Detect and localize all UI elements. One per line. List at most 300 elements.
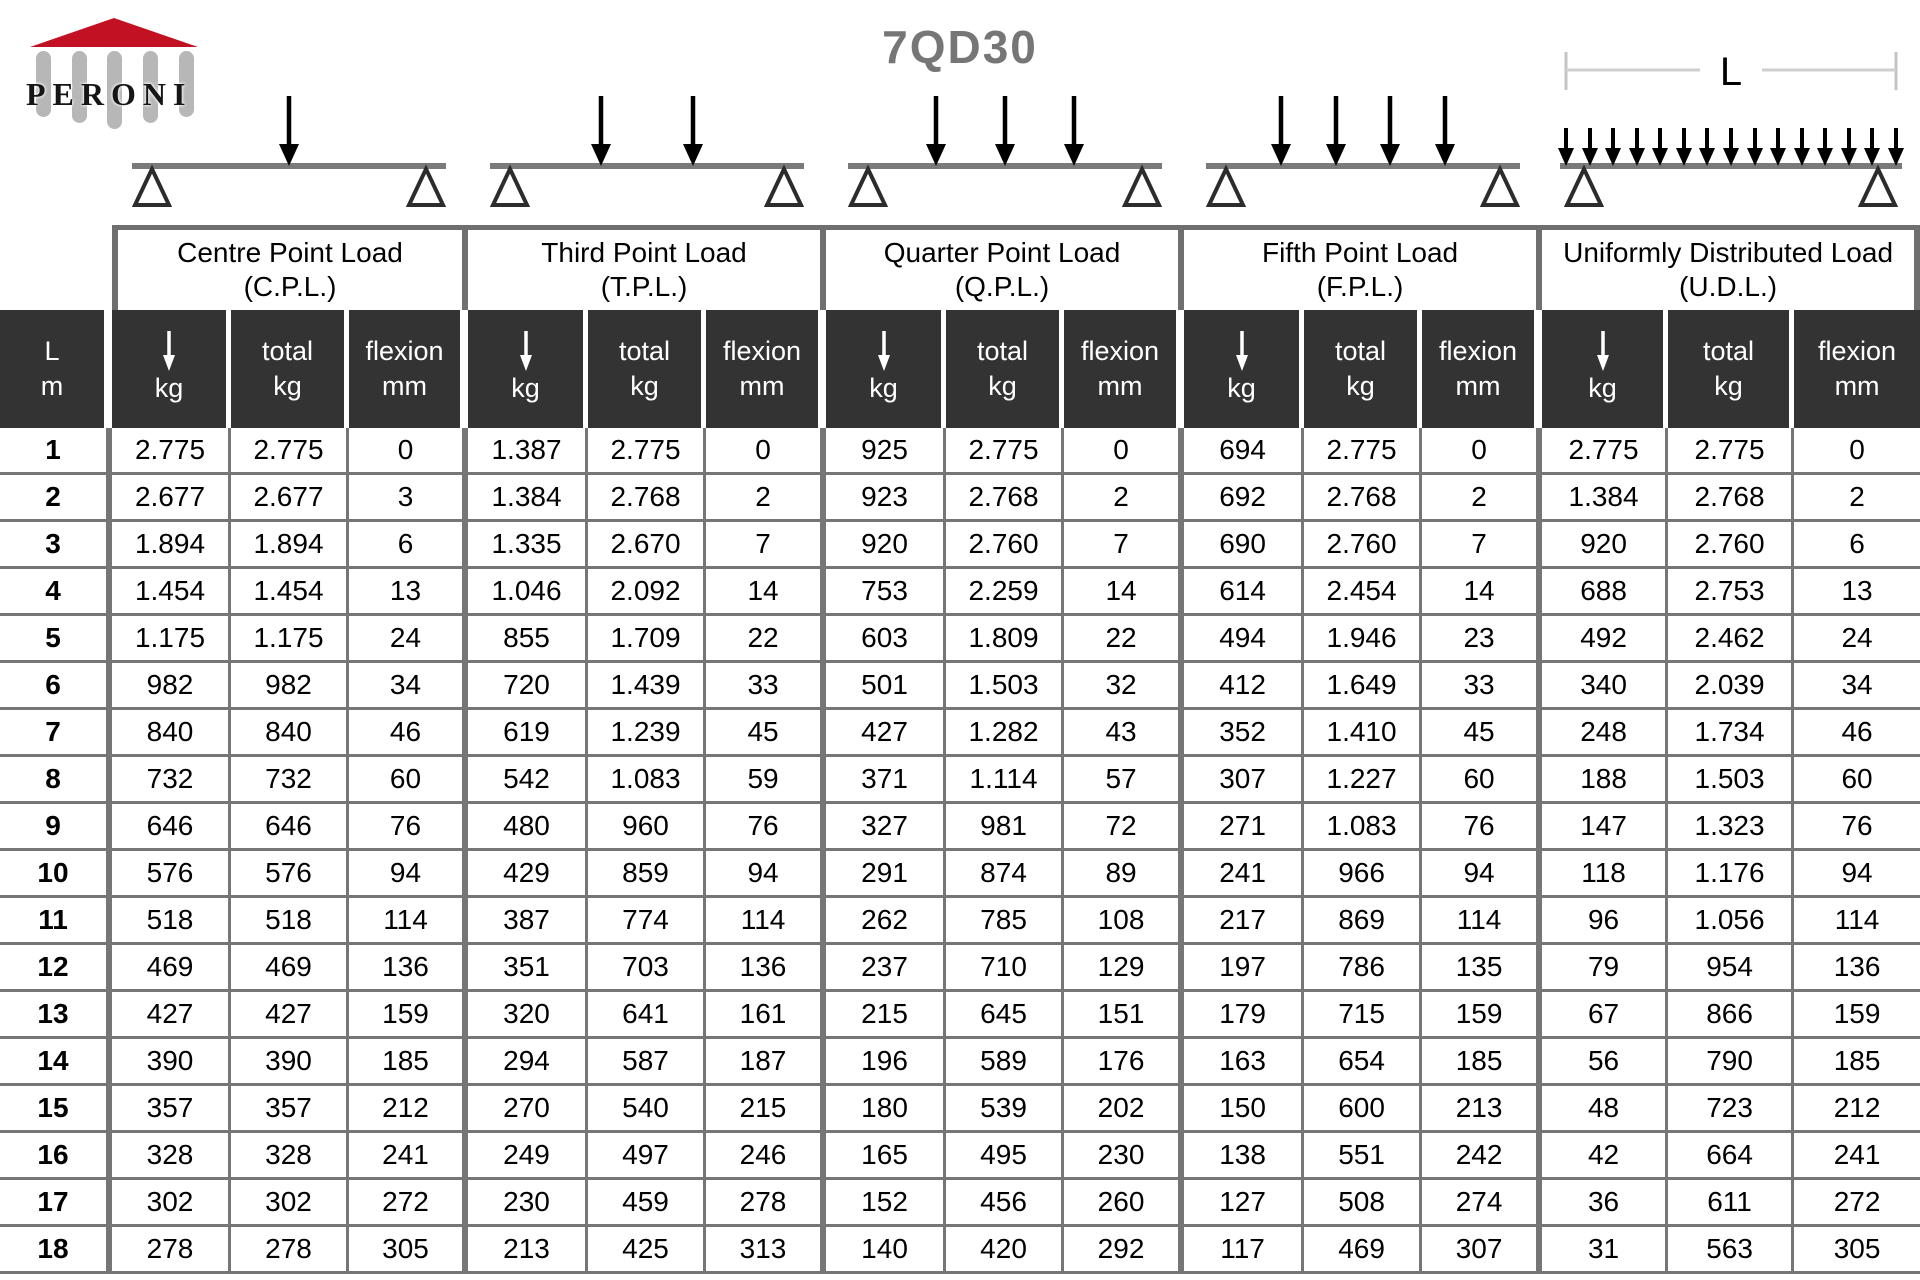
table-row (0, 616, 1920, 663)
value-cell: 459 (588, 1180, 706, 1227)
value-cell: 60 (1422, 757, 1542, 804)
value-cell: 456 (946, 1180, 1064, 1227)
value-cell: 94 (1422, 851, 1542, 898)
value-cell: 2.775 (1304, 428, 1422, 475)
value-cell: 874 (946, 851, 1064, 898)
table-row (0, 663, 1920, 710)
span-dimension-label: L (1719, 50, 1743, 94)
value-cell: 954 (1668, 945, 1794, 992)
value-cell: 185 (1794, 1039, 1920, 1086)
value-cell: 664 (1668, 1133, 1794, 1180)
value-cell: 2.092 (588, 569, 706, 616)
value-cell: 114 (706, 898, 826, 945)
row-length: 2 (0, 475, 112, 522)
row-length: 6 (0, 663, 112, 710)
value-cell: 646 (112, 804, 231, 851)
value-cell: 230 (1064, 1133, 1184, 1180)
value-cell: 1.083 (1304, 804, 1422, 851)
row-length: 12 (0, 945, 112, 992)
value-cell: 43 (1064, 710, 1184, 757)
value-cell: 1.894 (231, 522, 349, 569)
value-cell: 94 (349, 851, 468, 898)
table-row (0, 992, 1920, 1039)
value-cell: 427 (112, 992, 231, 1039)
value-cell: 690 (1184, 522, 1304, 569)
logo-wordmark: PERONI (26, 76, 193, 112)
group-header-row (0, 225, 1920, 310)
value-cell: 387 (468, 898, 588, 945)
value-cell: 551 (1304, 1133, 1422, 1180)
value-cell: 2.775 (231, 428, 349, 475)
value-cell: 14 (706, 569, 826, 616)
value-cell: 147 (1542, 804, 1668, 851)
value-cell: 0 (706, 428, 826, 475)
value-cell: 1.649 (1304, 663, 1422, 710)
value-cell: 151 (1064, 992, 1184, 1039)
page-title: 7QD30 (882, 21, 1038, 73)
value-cell: 720 (468, 663, 588, 710)
value-cell: 840 (112, 710, 231, 757)
value-cell: 56 (1542, 1039, 1668, 1086)
value-cell: 539 (946, 1086, 1064, 1133)
value-cell: 352 (1184, 710, 1304, 757)
value-cell: 129 (1064, 945, 1184, 992)
group-abbr: (F.P.L.) (1316, 271, 1404, 302)
value-cell: 305 (349, 1227, 468, 1274)
value-cell: 492 (1542, 616, 1668, 663)
value-cell: 230 (468, 1180, 588, 1227)
value-cell: 866 (1668, 992, 1794, 1039)
value-cell: 960 (588, 804, 706, 851)
value-cell: 1.056 (1668, 898, 1794, 945)
table-row (0, 710, 1920, 757)
table-row (0, 898, 1920, 945)
table-row (0, 522, 1920, 569)
table-row (0, 1086, 1920, 1133)
value-cell: 619 (468, 710, 588, 757)
value-cell: 542 (468, 757, 588, 804)
support-triangle-icon (1209, 169, 1243, 205)
third-point-load-diagram (490, 96, 804, 205)
value-cell: 1.734 (1668, 710, 1794, 757)
value-cell: 76 (706, 804, 826, 851)
col-header-flexion: flexion mm (1064, 310, 1184, 428)
group-title: Centre Point Load (177, 237, 403, 269)
down-arrow-icon (995, 96, 1015, 166)
value-cell: 161 (706, 992, 826, 1039)
value-cell: 179 (1184, 992, 1304, 1039)
value-cell: 1.439 (588, 663, 706, 710)
value-cell: 1.384 (1542, 475, 1668, 522)
value-cell: 1.946 (1304, 616, 1422, 663)
value-cell: 723 (1668, 1086, 1794, 1133)
col-header-total: total kg (1304, 310, 1422, 428)
value-cell: 2.760 (946, 522, 1064, 569)
col-header-load: kg (468, 310, 588, 428)
load-table (0, 225, 1920, 1274)
group-abbr: (Q.P.L.) (954, 271, 1050, 302)
value-cell: 241 (1184, 851, 1304, 898)
sub-header-row (0, 310, 1920, 428)
support-triangle-icon (1567, 169, 1601, 205)
value-cell: 611 (1668, 1180, 1794, 1227)
down-arrow-icon (1184, 331, 1299, 371)
quarter-point-load-diagram (848, 96, 1162, 205)
length-column-header: L m (0, 310, 112, 428)
table-row (0, 1227, 1920, 1274)
row-length: 13 (0, 992, 112, 1039)
value-cell: 272 (349, 1180, 468, 1227)
table-row (0, 945, 1920, 992)
value-cell: 23 (1422, 616, 1542, 663)
value-cell: 45 (706, 710, 826, 757)
group-title: Uniformly Distributed Load (1563, 237, 1894, 269)
value-cell: 0 (1422, 428, 1542, 475)
value-cell: 140 (826, 1227, 946, 1274)
value-cell: 96 (1542, 898, 1668, 945)
support-triangle-icon (409, 169, 443, 205)
header-area (0, 0, 1920, 225)
value-cell: 0 (1794, 428, 1920, 475)
value-cell: 390 (112, 1039, 231, 1086)
value-cell: 1.384 (468, 475, 588, 522)
value-cell: 24 (349, 616, 468, 663)
value-cell: 1.335 (468, 522, 588, 569)
value-cell: 328 (112, 1133, 231, 1180)
down-arrow-icon (112, 331, 226, 371)
value-cell: 1.227 (1304, 757, 1422, 804)
value-cell: 753 (826, 569, 946, 616)
group-header-fpl (1184, 225, 1542, 310)
value-cell: 48 (1542, 1086, 1668, 1133)
value-cell: 163 (1184, 1039, 1304, 1086)
support-triangle-icon (135, 169, 169, 205)
down-arrow-icon (1271, 96, 1291, 166)
value-cell: 920 (826, 522, 946, 569)
value-cell: 732 (231, 757, 349, 804)
value-cell: 114 (1794, 898, 1920, 945)
value-cell: 59 (706, 757, 826, 804)
group-header-qpl (826, 225, 1184, 310)
col-header-load: kg (1542, 310, 1668, 428)
down-arrow-icon (926, 96, 946, 166)
col-header-load: kg (112, 310, 231, 428)
value-cell: 246 (706, 1133, 826, 1180)
value-cell: 6 (349, 522, 468, 569)
value-cell: 135 (1422, 945, 1542, 992)
value-cell: 2.768 (1304, 475, 1422, 522)
value-cell: 710 (946, 945, 1064, 992)
value-cell: 1.503 (946, 663, 1064, 710)
value-cell: 859 (588, 851, 706, 898)
value-cell: 117 (1184, 1227, 1304, 1274)
value-cell: 278 (112, 1227, 231, 1274)
row-length: 8 (0, 757, 112, 804)
value-cell: 270 (468, 1086, 588, 1133)
value-cell: 469 (112, 945, 231, 992)
value-cell: 7 (706, 522, 826, 569)
value-cell: 429 (468, 851, 588, 898)
value-cell: 1.410 (1304, 710, 1422, 757)
value-cell: 22 (1064, 616, 1184, 663)
value-cell: 2.039 (1668, 663, 1794, 710)
value-cell: 213 (468, 1227, 588, 1274)
table-row (0, 1180, 1920, 1227)
value-cell: 1.894 (112, 522, 231, 569)
value-cell: 508 (1304, 1180, 1422, 1227)
value-cell: 589 (946, 1039, 1064, 1086)
value-cell: 2.454 (1304, 569, 1422, 616)
value-cell: 494 (1184, 616, 1304, 663)
table-row (0, 851, 1920, 898)
group-title: Third Point Load (541, 237, 747, 269)
value-cell: 654 (1304, 1039, 1422, 1086)
value-cell: 108 (1064, 898, 1184, 945)
value-cell: 2.775 (1668, 428, 1794, 475)
value-cell: 420 (946, 1227, 1064, 1274)
value-cell: 262 (826, 898, 946, 945)
value-cell: 60 (349, 757, 468, 804)
value-cell: 497 (588, 1133, 706, 1180)
value-cell: 1.175 (231, 616, 349, 663)
col-header-total: total kg (588, 310, 706, 428)
value-cell: 1.083 (588, 757, 706, 804)
value-cell: 320 (468, 992, 588, 1039)
col-header-total: total kg (946, 310, 1064, 428)
row-length: 5 (0, 616, 112, 663)
table-row (0, 569, 1920, 616)
value-cell: 215 (826, 992, 946, 1039)
down-arrow-icon (1435, 96, 1455, 166)
value-cell: 2 (706, 475, 826, 522)
value-cell: 785 (946, 898, 1064, 945)
value-cell: 291 (826, 851, 946, 898)
value-cell: 2.768 (946, 475, 1064, 522)
value-cell: 45 (1422, 710, 1542, 757)
value-cell: 32 (1064, 663, 1184, 710)
value-cell: 0 (349, 428, 468, 475)
value-cell: 786 (1304, 945, 1422, 992)
value-cell: 576 (231, 851, 349, 898)
support-triangle-icon (1861, 169, 1895, 205)
value-cell: 241 (1794, 1133, 1920, 1180)
value-cell: 3 (349, 475, 468, 522)
value-cell: 42 (1542, 1133, 1668, 1180)
group-abbr: (U.D.L.) (1679, 271, 1778, 302)
value-cell: 212 (1794, 1086, 1920, 1133)
value-cell: 36 (1542, 1180, 1668, 1227)
value-cell: 0 (1064, 428, 1184, 475)
row-length: 18 (0, 1227, 112, 1274)
value-cell: 159 (349, 992, 468, 1039)
value-cell: 600 (1304, 1086, 1422, 1133)
value-cell: 152 (826, 1180, 946, 1227)
value-cell: 242 (1422, 1133, 1542, 1180)
value-cell: 2.775 (112, 428, 231, 475)
value-cell: 187 (706, 1039, 826, 1086)
value-cell: 2 (1422, 475, 1542, 522)
value-cell: 1.709 (588, 616, 706, 663)
value-cell: 540 (588, 1086, 706, 1133)
value-cell: 13 (1794, 569, 1920, 616)
table-row (0, 804, 1920, 851)
value-cell: 185 (1422, 1039, 1542, 1086)
value-cell: 2.775 (946, 428, 1064, 475)
value-cell: 495 (946, 1133, 1064, 1180)
value-cell: 271 (1184, 804, 1304, 851)
value-cell: 715 (1304, 992, 1422, 1039)
value-cell: 237 (826, 945, 946, 992)
support-triangle-icon (1483, 169, 1517, 205)
value-cell: 159 (1794, 992, 1920, 1039)
value-cell: 1.323 (1668, 804, 1794, 851)
value-cell: 1.176 (1668, 851, 1794, 898)
value-cell: 688 (1542, 569, 1668, 616)
value-cell: 307 (1422, 1227, 1542, 1274)
value-cell: 645 (946, 992, 1064, 1039)
value-cell: 307 (1184, 757, 1304, 804)
value-cell: 427 (231, 992, 349, 1039)
support-triangle-icon (767, 169, 801, 205)
value-cell: 72 (1064, 804, 1184, 851)
value-cell: 840 (231, 710, 349, 757)
corner-blank (0, 225, 112, 310)
value-cell: 1.809 (946, 616, 1064, 663)
value-cell: 278 (231, 1227, 349, 1274)
value-cell: 94 (1794, 851, 1920, 898)
value-cell: 60 (1794, 757, 1920, 804)
value-cell: 641 (588, 992, 706, 1039)
value-cell: 176 (1064, 1039, 1184, 1086)
value-cell: 425 (588, 1227, 706, 1274)
value-cell: 981 (946, 804, 1064, 851)
value-cell: 390 (231, 1039, 349, 1086)
group-title: Quarter Point Load (883, 237, 1121, 269)
value-cell: 2.760 (1304, 522, 1422, 569)
value-cell: 2.259 (946, 569, 1064, 616)
down-arrow-icon (1542, 331, 1663, 371)
value-cell: 14 (1064, 569, 1184, 616)
value-cell: 351 (468, 945, 588, 992)
value-cell: 7 (1064, 522, 1184, 569)
value-cell: 357 (231, 1086, 349, 1133)
value-cell: 587 (588, 1039, 706, 1086)
support-triangle-icon (493, 169, 527, 205)
value-cell: 215 (706, 1086, 826, 1133)
value-cell: 33 (1422, 663, 1542, 710)
value-cell: 274 (1422, 1180, 1542, 1227)
value-cell: 241 (349, 1133, 468, 1180)
row-length: 9 (0, 804, 112, 851)
value-cell: 427 (826, 710, 946, 757)
value-cell: 357 (112, 1086, 231, 1133)
down-arrow-icon (468, 331, 583, 371)
value-cell: 136 (1794, 945, 1920, 992)
down-arrow-icon (1064, 96, 1084, 166)
value-cell: 469 (1304, 1227, 1422, 1274)
value-cell: 248 (1542, 710, 1668, 757)
value-cell: 340 (1542, 663, 1668, 710)
value-cell: 518 (231, 898, 349, 945)
value-cell: 188 (1542, 757, 1668, 804)
row-length: 7 (0, 710, 112, 757)
group-title: Fifth Point Load (1261, 237, 1459, 269)
value-cell: 13 (349, 569, 468, 616)
group-abbr: (C.P.L.) (243, 271, 337, 302)
value-cell: 67 (1542, 992, 1668, 1039)
value-cell: 94 (706, 851, 826, 898)
value-cell: 217 (1184, 898, 1304, 945)
value-cell: 7 (1422, 522, 1542, 569)
value-cell: 260 (1064, 1180, 1184, 1227)
value-cell: 138 (1184, 1133, 1304, 1180)
value-cell: 2.768 (1668, 475, 1794, 522)
table-body (0, 428, 1920, 1274)
value-cell: 31 (1542, 1227, 1668, 1274)
value-cell: 923 (826, 475, 946, 522)
value-cell: 774 (588, 898, 706, 945)
value-cell: 34 (349, 663, 468, 710)
value-cell: 76 (349, 804, 468, 851)
row-length: 17 (0, 1180, 112, 1227)
value-cell: 118 (1542, 851, 1668, 898)
down-arrow-icon (279, 96, 299, 166)
row-length: 10 (0, 851, 112, 898)
value-cell: 925 (826, 428, 946, 475)
value-cell: 6 (1794, 522, 1920, 569)
value-cell: 1.282 (946, 710, 1064, 757)
support-triangle-icon (1125, 169, 1159, 205)
value-cell: 982 (112, 663, 231, 710)
value-cell: 136 (349, 945, 468, 992)
row-length: 11 (0, 898, 112, 945)
table-row (0, 475, 1920, 522)
value-cell: 79 (1542, 945, 1668, 992)
value-cell: 1.454 (112, 569, 231, 616)
value-cell: 22 (706, 616, 826, 663)
value-cell: 1.454 (231, 569, 349, 616)
value-cell: 33 (706, 663, 826, 710)
value-cell: 2.677 (112, 475, 231, 522)
value-cell: 89 (1064, 851, 1184, 898)
value-cell: 480 (468, 804, 588, 851)
value-cell: 150 (1184, 1086, 1304, 1133)
row-length: 4 (0, 569, 112, 616)
fifth-point-load-diagram (1206, 96, 1520, 205)
value-cell: 136 (706, 945, 826, 992)
table-row (0, 1039, 1920, 1086)
value-cell: 469 (231, 945, 349, 992)
value-cell: 213 (1422, 1086, 1542, 1133)
value-cell: 732 (112, 757, 231, 804)
value-cell: 127 (1184, 1180, 1304, 1227)
row-length: 1 (0, 428, 112, 475)
value-cell: 57 (1064, 757, 1184, 804)
row-length: 16 (0, 1133, 112, 1180)
value-cell: 305 (1794, 1227, 1920, 1274)
value-cell: 2.753 (1668, 569, 1794, 616)
group-header-cpl (112, 225, 468, 310)
value-cell: 1.503 (1668, 757, 1794, 804)
value-cell: 328 (231, 1133, 349, 1180)
table-row (0, 428, 1920, 475)
value-cell: 294 (468, 1039, 588, 1086)
table-row (0, 757, 1920, 804)
value-cell: 114 (1422, 898, 1542, 945)
col-header-flexion: flexion mm (1422, 310, 1542, 428)
value-cell: 197 (1184, 945, 1304, 992)
value-cell: 76 (1422, 804, 1542, 851)
